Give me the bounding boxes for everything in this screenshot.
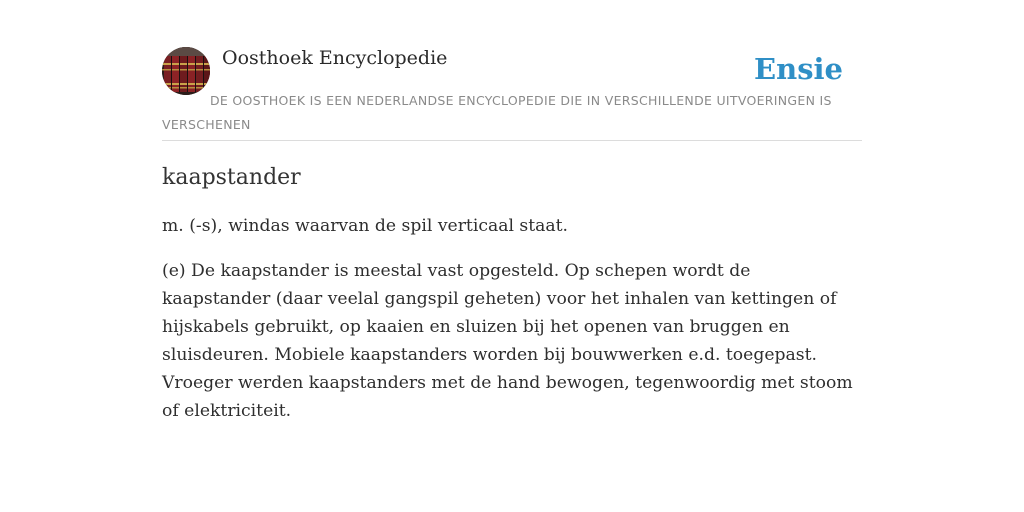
entry-title: kaapstander: [162, 165, 301, 190]
site-header: [162, 46, 862, 141]
avatar-image: [162, 47, 210, 95]
site-tagline: DE OOSTHOEK IS EEN NEDERLANDSE ENCYCLOPEDIE DIE IN VERSCHILLENDE UITVOERINGEN IS VERSCHENEN: [162, 93, 832, 132]
site-title[interactable]: Oosthoek Encyclopedie: [222, 47, 448, 69]
encyclopedia-books-icon[interactable]: [162, 47, 210, 95]
brand-logo-link[interactable]: Ensie: [754, 52, 843, 86]
entry-explanation: (e) De kaapstander is meestal vast opgesteld. Op schepen wordt de kaapstander (daar veelal gangspil geheten) voor het inhalen van kettingen of hijskabels gebruikt, op kaaien en sluizen bij het openen van bruggen en sluisdeuren. Mobiele kaapstanders worden bij bouwwerken e.d. toegepast. Vroeger werden kaapstanders met de hand bewogen, tegenwoordig met stoom of elektriciteit.: [162, 261, 853, 421]
entry-definition: m. (-s), windas waarvan de spil verticaal staat.: [162, 216, 569, 236]
entry-content: [162, 162, 862, 425]
